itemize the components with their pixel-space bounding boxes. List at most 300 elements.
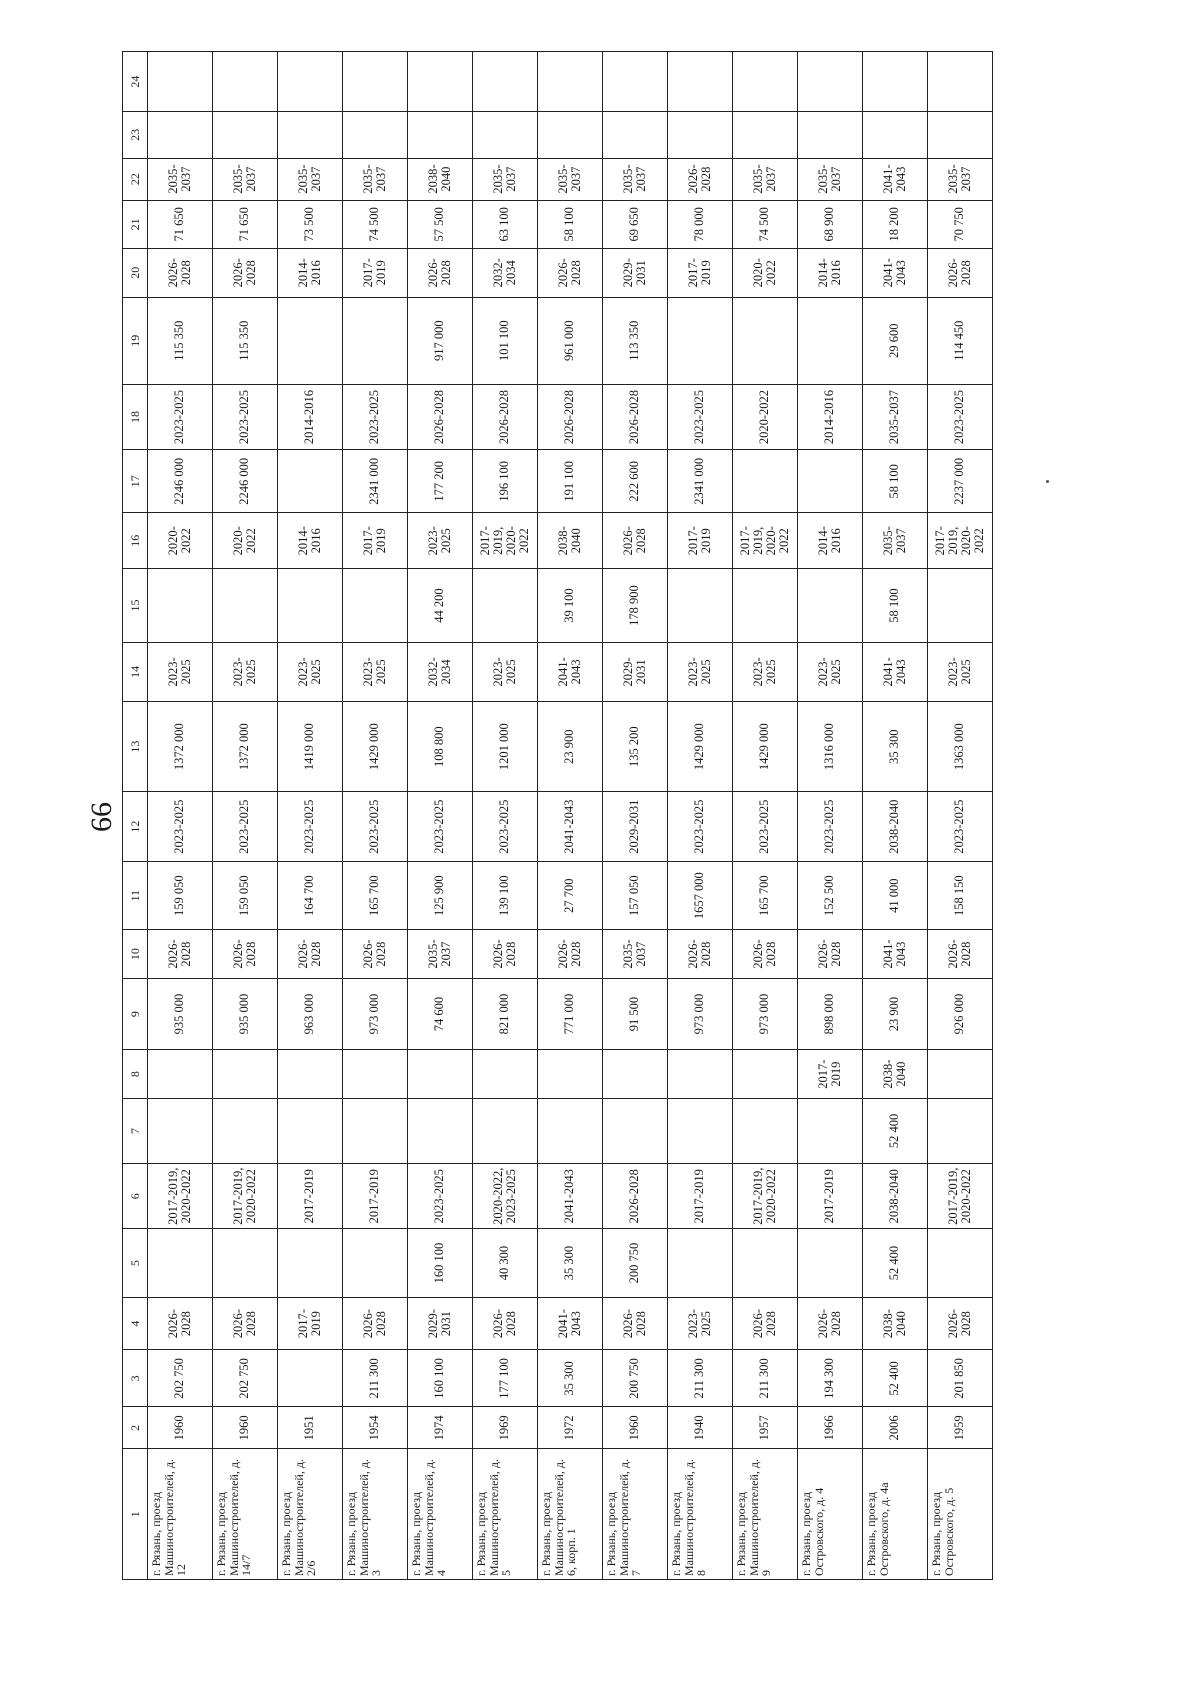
table-cell-col-2: 1969 bbox=[473, 1407, 538, 1449]
table-cell-col-21: 68 900 bbox=[798, 200, 863, 248]
table-cell-col-23 bbox=[213, 112, 278, 158]
table-cell-col-3 bbox=[278, 1350, 343, 1407]
table-cell-col-20: 2041-2043 bbox=[863, 249, 928, 297]
table-cell-col-11: 164 700 bbox=[278, 861, 343, 929]
address-cell: г. Рязань, проезд Машиностроителей, д. 7 bbox=[603, 1449, 668, 1580]
table-cell-col-20: 2020-2022 bbox=[733, 249, 798, 297]
table-cell-col-24 bbox=[538, 52, 603, 112]
table-body bbox=[148, 52, 993, 1580]
table-cell-col-24 bbox=[213, 52, 278, 112]
table-cell-col-21: 70 750 bbox=[928, 200, 993, 248]
table-cell-col-23 bbox=[668, 112, 733, 158]
table-cell-col-12: 2023-2025 bbox=[148, 792, 213, 862]
table-cell-col-6: 2026-2028 bbox=[603, 1164, 668, 1229]
address-cell: г. Рязань, проезд Островского, д. 4а bbox=[863, 1449, 928, 1580]
table-cell-col-7: 52 400 bbox=[863, 1098, 928, 1163]
table-cell-col-4: 2038-2040 bbox=[863, 1297, 928, 1350]
table-cell-col-6: 2038-2040 bbox=[863, 1164, 928, 1229]
table-cell-col-4: 2026-2028 bbox=[733, 1297, 798, 1350]
table-cell-col-3: 177 100 bbox=[473, 1350, 538, 1407]
address-cell: г. Рязань, проезд Островского, д. 5 bbox=[928, 1449, 993, 1580]
table-cell-col-4: 2023-2025 bbox=[668, 1297, 733, 1350]
table-cell-col-9: 935 000 bbox=[148, 978, 213, 1050]
table-cell-col-4: 2041-2043 bbox=[538, 1297, 603, 1350]
table-cell-col-21: 71 650 bbox=[213, 200, 278, 248]
table-cell-col-14: 2023-2025 bbox=[213, 642, 278, 701]
table-cell-col-5: 200 750 bbox=[603, 1229, 668, 1297]
address-cell: г. Рязань, проезд Машиностроителей, д. 3 bbox=[343, 1449, 408, 1580]
address-cell: г. Рязань, проезд Машиностроителей, д. 2/6 bbox=[278, 1449, 343, 1580]
table-cell-col-7 bbox=[278, 1098, 343, 1163]
table-cell-col-5 bbox=[343, 1229, 408, 1297]
table-cell-col-3: 35 300 bbox=[538, 1350, 603, 1407]
table-cell-col-17: 2237 000 bbox=[928, 450, 993, 513]
table-cell-col-3: 194 300 bbox=[798, 1350, 863, 1407]
column-header-18: 18 bbox=[123, 384, 148, 449]
table-cell-col-9: 973 000 bbox=[668, 978, 733, 1050]
table-cell-col-19: 101 100 bbox=[473, 297, 538, 384]
table-cell-col-22: 2035-2037 bbox=[733, 158, 798, 200]
table-cell-col-2: 1959 bbox=[928, 1407, 993, 1449]
table-row bbox=[213, 52, 278, 1580]
table-cell-col-20: 2017-2019 bbox=[668, 249, 733, 297]
column-header-16: 16 bbox=[123, 513, 148, 569]
table-cell-col-21: 74 500 bbox=[733, 200, 798, 248]
table-cell-col-7 bbox=[733, 1098, 798, 1163]
table-cell-col-10: 2026-2028 bbox=[278, 930, 343, 978]
table-cell-col-9: 74 600 bbox=[408, 978, 473, 1050]
table-cell-col-16: 2026-2028 bbox=[603, 513, 668, 569]
table-cell-col-8 bbox=[473, 1050, 538, 1098]
table-cell-col-19: 114 450 bbox=[928, 297, 993, 384]
column-header-23: 23 bbox=[123, 112, 148, 158]
table-cell-col-6: 2023-2025 bbox=[408, 1164, 473, 1229]
table-cell-col-22: 2035-2037 bbox=[148, 158, 213, 200]
address-cell: г. Рязань, проезд Машиностроителей, д. 14/7 bbox=[213, 1449, 278, 1580]
table-cell-col-18: 2035-2037 bbox=[863, 384, 928, 449]
table-cell-col-11: 159 050 bbox=[148, 861, 213, 929]
table-cell-col-2: 1960 bbox=[148, 1407, 213, 1449]
column-header-17: 17 bbox=[123, 450, 148, 513]
table-cell-col-13: 1429 000 bbox=[668, 701, 733, 792]
table-cell-col-6: 2020-2022, 2023-2025 bbox=[473, 1164, 538, 1229]
table-cell-col-2: 1972 bbox=[538, 1407, 603, 1449]
table-cell-col-3: 202 750 bbox=[148, 1350, 213, 1407]
table-cell-col-11: 165 700 bbox=[343, 861, 408, 929]
table-cell-col-16: 2017-2019, 2020-2022 bbox=[473, 513, 538, 569]
table-cell-col-22: 2035-2037 bbox=[928, 158, 993, 200]
table-cell-col-23 bbox=[603, 112, 668, 158]
column-header-19: 19 bbox=[123, 297, 148, 384]
column-header-21: 21 bbox=[123, 200, 148, 248]
table-cell-col-12: 2023-2025 bbox=[343, 792, 408, 862]
table-cell-col-4: 2026-2028 bbox=[343, 1297, 408, 1350]
table-cell-col-12: 2023-2025 bbox=[408, 792, 473, 862]
table-cell-col-6: 2017-2019, 2020-2022 bbox=[213, 1164, 278, 1229]
table-cell-col-10: 2026-2028 bbox=[733, 930, 798, 978]
table-cell-col-24 bbox=[798, 52, 863, 112]
table-cell-col-12: 2023-2025 bbox=[928, 792, 993, 862]
table-cell-col-8 bbox=[343, 1050, 408, 1098]
table-cell-col-16: 2017-2019 bbox=[668, 513, 733, 569]
table-cell-col-23 bbox=[343, 112, 408, 158]
table-cell-col-15 bbox=[798, 569, 863, 643]
table-cell-col-15 bbox=[733, 569, 798, 643]
table-cell-col-15 bbox=[213, 569, 278, 643]
table-cell-col-17: 196 100 bbox=[473, 450, 538, 513]
column-header-15: 15 bbox=[123, 569, 148, 643]
table-row bbox=[343, 52, 408, 1580]
table-cell-col-2: 1966 bbox=[798, 1407, 863, 1449]
table-cell-col-15 bbox=[343, 569, 408, 643]
column-header-22: 22 bbox=[123, 158, 148, 200]
page-number: 66 bbox=[85, 802, 118, 832]
table-cell-col-22: 2041-2043 bbox=[863, 158, 928, 200]
table-cell-col-8 bbox=[928, 1050, 993, 1098]
table-cell-col-3: 202 750 bbox=[213, 1350, 278, 1407]
table-cell-col-12: 2023-2025 bbox=[473, 792, 538, 862]
table-cell-col-5 bbox=[733, 1229, 798, 1297]
table-cell-col-22: 2038-2040 bbox=[408, 158, 473, 200]
table-cell-col-15 bbox=[278, 569, 343, 643]
table-cell-col-24 bbox=[343, 52, 408, 112]
table-cell-col-22: 2035-2037 bbox=[538, 158, 603, 200]
table-cell-col-10: 2026-2028 bbox=[343, 930, 408, 978]
table-cell-col-9: 23 900 bbox=[863, 978, 928, 1050]
table-cell-col-18: 2026-2028 bbox=[603, 384, 668, 449]
table-cell-col-4: 2026-2028 bbox=[473, 1297, 538, 1350]
table-cell-col-17 bbox=[278, 450, 343, 513]
table-cell-col-22: 2035-2037 bbox=[343, 158, 408, 200]
table-cell-col-7 bbox=[408, 1098, 473, 1163]
table-cell-col-23 bbox=[408, 112, 473, 158]
table-cell-col-18: 2020-2022 bbox=[733, 384, 798, 449]
column-header-6: 6 bbox=[123, 1164, 148, 1229]
table-cell-col-23 bbox=[733, 112, 798, 158]
table-cell-col-18: 2023-2025 bbox=[928, 384, 993, 449]
table-row bbox=[733, 52, 798, 1580]
table-cell-col-7 bbox=[343, 1098, 408, 1163]
table-cell-col-19: 917 000 bbox=[408, 297, 473, 384]
table-cell-col-17: 58 100 bbox=[863, 450, 928, 513]
table-row bbox=[928, 52, 993, 1580]
table-cell-col-17: 2341 000 bbox=[668, 450, 733, 513]
table-cell-col-6: 2041-2043 bbox=[538, 1164, 603, 1229]
address-cell: г. Рязань, проезд Машиностроителей, д. 12 bbox=[148, 1449, 213, 1580]
table-cell-col-8 bbox=[278, 1050, 343, 1098]
table-cell-col-11: 139 100 bbox=[473, 861, 538, 929]
table-cell-col-4: 2026-2028 bbox=[148, 1297, 213, 1350]
table-cell-col-14: 2041-2043 bbox=[863, 642, 928, 701]
table-cell-col-3: 211 300 bbox=[343, 1350, 408, 1407]
table-cell-col-9: 926 000 bbox=[928, 978, 993, 1050]
table-cell-col-18: 2026-2028 bbox=[473, 384, 538, 449]
table-cell-col-12: 2023-2025 bbox=[733, 792, 798, 862]
address-cell: г. Рязань, проезд Машиностроителей, д. 5 bbox=[473, 1449, 538, 1580]
table-cell-col-17 bbox=[733, 450, 798, 513]
table-cell-col-22: 2035-2037 bbox=[473, 158, 538, 200]
table-cell-col-9: 973 000 bbox=[343, 978, 408, 1050]
table-cell-col-13: 35 300 bbox=[863, 701, 928, 792]
table-cell-col-13: 1316 000 bbox=[798, 701, 863, 792]
table-cell-col-6: 2017-2019 bbox=[668, 1164, 733, 1229]
column-header-2: 2 bbox=[123, 1407, 148, 1449]
table-cell-col-10: 2026-2028 bbox=[538, 930, 603, 978]
table-cell-col-12: 2023-2025 bbox=[668, 792, 733, 862]
table-cell-col-24 bbox=[278, 52, 343, 112]
table-cell-col-18: 2026-2028 bbox=[408, 384, 473, 449]
table-cell-col-4: 2026-2028 bbox=[798, 1297, 863, 1350]
table-cell-col-5 bbox=[798, 1229, 863, 1297]
table-cell-col-2: 1957 bbox=[733, 1407, 798, 1449]
table-cell-col-20: 2026-2028 bbox=[408, 249, 473, 297]
table-cell-col-21: 78 000 bbox=[668, 200, 733, 248]
address-cell: г. Рязань, проезд Островского, д. 4 bbox=[798, 1449, 863, 1580]
column-header-11: 11 bbox=[123, 861, 148, 929]
table-cell-col-16: 2020-2022 bbox=[213, 513, 278, 569]
table-cell-col-19 bbox=[278, 297, 343, 384]
table-cell-col-20: 2026-2028 bbox=[928, 249, 993, 297]
table-cell-col-19: 29 600 bbox=[863, 297, 928, 384]
table-cell-col-17 bbox=[798, 450, 863, 513]
table-cell-col-12: 2023-2025 bbox=[278, 792, 343, 862]
table-cell-col-17: 2246 000 bbox=[213, 450, 278, 513]
table-cell-col-8 bbox=[733, 1050, 798, 1098]
table-cell-col-21: 73 500 bbox=[278, 200, 343, 248]
table-cell-col-14: 2023-2025 bbox=[928, 642, 993, 701]
table-cell-col-20: 2026-2028 bbox=[213, 249, 278, 297]
table-cell-col-10: 2035-2037 bbox=[603, 930, 668, 978]
table-cell-col-24 bbox=[473, 52, 538, 112]
table-cell-col-19: 115 350 bbox=[213, 297, 278, 384]
column-header-20: 20 bbox=[123, 249, 148, 297]
table-cell-col-7 bbox=[668, 1098, 733, 1163]
column-header-13: 13 bbox=[123, 701, 148, 792]
table-cell-col-11: 125 900 bbox=[408, 861, 473, 929]
table-cell-col-5 bbox=[668, 1229, 733, 1297]
column-header-14: 14 bbox=[123, 642, 148, 701]
table-cell-col-15 bbox=[148, 569, 213, 643]
table-cell-col-7 bbox=[148, 1098, 213, 1163]
table-cell-col-8: 2038-2040 bbox=[863, 1050, 928, 1098]
table-cell-col-21: 69 650 bbox=[603, 200, 668, 248]
table-cell-col-20: 2017-2019 bbox=[343, 249, 408, 297]
table-cell-col-24 bbox=[733, 52, 798, 112]
table-cell-col-14: 2023-2025 bbox=[798, 642, 863, 701]
table-cell-col-17: 222 600 bbox=[603, 450, 668, 513]
table-cell-col-23 bbox=[473, 112, 538, 158]
table-cell-col-9: 771 000 bbox=[538, 978, 603, 1050]
table-cell-col-13: 1372 000 bbox=[213, 701, 278, 792]
table-cell-col-19: 961 000 bbox=[538, 297, 603, 384]
table-cell-col-14: 2023-2025 bbox=[733, 642, 798, 701]
table-cell-col-15: 44 200 bbox=[408, 569, 473, 643]
column-header-4: 4 bbox=[123, 1297, 148, 1350]
table-cell-col-20: 2026-2028 bbox=[148, 249, 213, 297]
table-cell-col-5 bbox=[213, 1229, 278, 1297]
table-cell-col-22: 2035-2037 bbox=[798, 158, 863, 200]
table-cell-col-10: 2026-2028 bbox=[928, 930, 993, 978]
table-cell-col-5 bbox=[278, 1229, 343, 1297]
table-cell-col-17: 177 200 bbox=[408, 450, 473, 513]
table-cell-col-2: 1974 bbox=[408, 1407, 473, 1449]
table-cell-col-16: 2023-2025 bbox=[408, 513, 473, 569]
table-row bbox=[798, 52, 863, 1580]
table-cell-col-6: 2017-2019, 2020-2022 bbox=[733, 1164, 798, 1229]
table-cell-col-6: 2017-2019, 2020-2022 bbox=[148, 1164, 213, 1229]
table-cell-col-3: 160 100 bbox=[408, 1350, 473, 1407]
table-row bbox=[538, 52, 603, 1580]
table-cell-col-9: 935 000 bbox=[213, 978, 278, 1050]
table-cell-col-7 bbox=[213, 1098, 278, 1163]
table-cell-col-20: 2029-2031 bbox=[603, 249, 668, 297]
table-row bbox=[473, 52, 538, 1580]
table-row bbox=[278, 52, 343, 1580]
table-cell-col-14: 2023-2025 bbox=[343, 642, 408, 701]
table-cell-col-2: 1960 bbox=[213, 1407, 278, 1449]
rotated-table-container bbox=[122, 51, 1044, 1580]
table-cell-col-22: 2035-2037 bbox=[213, 158, 278, 200]
table-cell-col-11: 157 050 bbox=[603, 861, 668, 929]
table-cell-col-12: 2038-2040 bbox=[863, 792, 928, 862]
table-row bbox=[408, 52, 473, 1580]
table-cell-col-15 bbox=[668, 569, 733, 643]
table-cell-col-8: 2017-2019 bbox=[798, 1050, 863, 1098]
table-cell-col-15: 39 100 bbox=[538, 569, 603, 643]
table-cell-col-18: 2023-2025 bbox=[668, 384, 733, 449]
table-cell-col-23 bbox=[278, 112, 343, 158]
table-cell-col-19 bbox=[343, 297, 408, 384]
table-cell-col-9: 91 500 bbox=[603, 978, 668, 1050]
table-cell-col-3: 211 300 bbox=[733, 1350, 798, 1407]
table-cell-col-13: 23 900 bbox=[538, 701, 603, 792]
scan-speck bbox=[1046, 480, 1049, 483]
table-cell-col-19: 113 350 bbox=[603, 297, 668, 384]
table-cell-col-7 bbox=[798, 1098, 863, 1163]
table-cell-col-4: 2026-2028 bbox=[213, 1297, 278, 1350]
column-number-row bbox=[123, 52, 148, 1580]
table-cell-col-23 bbox=[928, 112, 993, 158]
table-cell-col-12: 2029-2031 bbox=[603, 792, 668, 862]
table-cell-col-17: 2246 000 bbox=[148, 450, 213, 513]
table-cell-col-3: 211 300 bbox=[668, 1350, 733, 1407]
table-cell-col-19 bbox=[733, 297, 798, 384]
table-cell-col-2: 1954 bbox=[343, 1407, 408, 1449]
table-cell-col-16: 2017-2019 bbox=[343, 513, 408, 569]
table-cell-col-22: 2026-2028 bbox=[668, 158, 733, 200]
column-header-5: 5 bbox=[123, 1229, 148, 1297]
table-cell-col-8 bbox=[668, 1050, 733, 1098]
table-cell-col-5: 40 300 bbox=[473, 1229, 538, 1297]
table-cell-col-17: 191 100 bbox=[538, 450, 603, 513]
housing-repair-schedule-table bbox=[122, 51, 993, 1580]
table-cell-col-2: 2006 bbox=[863, 1407, 928, 1449]
table-cell-col-21: 74 500 bbox=[343, 200, 408, 248]
table-cell-col-2: 1960 bbox=[603, 1407, 668, 1449]
table-cell-col-11: 41 000 bbox=[863, 861, 928, 929]
table-cell-col-14: 2023-2025 bbox=[668, 642, 733, 701]
table-cell-col-18: 2014-2016 bbox=[278, 384, 343, 449]
table-cell-col-24 bbox=[603, 52, 668, 112]
table-cell-col-22: 2035-2037 bbox=[278, 158, 343, 200]
table-cell-col-6: 2017-2019 bbox=[278, 1164, 343, 1229]
table-cell-col-18: 2023-2025 bbox=[343, 384, 408, 449]
table-cell-col-24 bbox=[863, 52, 928, 112]
table-cell-col-5 bbox=[148, 1229, 213, 1297]
table-cell-col-14: 2041-2043 bbox=[538, 642, 603, 701]
table-cell-col-11: 159 050 bbox=[213, 861, 278, 929]
table-cell-col-13: 1429 000 bbox=[733, 701, 798, 792]
table-row bbox=[863, 52, 928, 1580]
table-cell-col-14: 2023-2025 bbox=[473, 642, 538, 701]
table-cell-col-7 bbox=[538, 1098, 603, 1163]
table-cell-col-10: 2026-2028 bbox=[473, 930, 538, 978]
table-cell-col-14: 2032-2034 bbox=[408, 642, 473, 701]
table-cell-col-9: 898 000 bbox=[798, 978, 863, 1050]
table-cell-col-14: 2029-2031 bbox=[603, 642, 668, 701]
table-cell-col-10: 2026-2028 bbox=[668, 930, 733, 978]
table-cell-col-16: 2035-2037 bbox=[863, 513, 928, 569]
table-cell-col-16: 2038-2040 bbox=[538, 513, 603, 569]
table-cell-col-13: 1201 000 bbox=[473, 701, 538, 792]
table-cell-col-16: 2014-2016 bbox=[278, 513, 343, 569]
table-cell-col-4: 2029-2031 bbox=[408, 1297, 473, 1350]
table-cell-col-2: 1951 bbox=[278, 1407, 343, 1449]
table-cell-col-6: 2017-2019, 2020-2022 bbox=[928, 1164, 993, 1229]
table-cell-col-16: 2020-2022 bbox=[148, 513, 213, 569]
address-cell: г. Рязань, проезд Машиностроителей, д. 4 bbox=[408, 1449, 473, 1580]
table-cell-col-19: 115 350 bbox=[148, 297, 213, 384]
table-cell-col-20: 2014-2016 bbox=[278, 249, 343, 297]
table-cell-col-18: 2023-2025 bbox=[148, 384, 213, 449]
table-cell-col-13: 1419 000 bbox=[278, 701, 343, 792]
table-row bbox=[148, 52, 213, 1580]
table-cell-col-24 bbox=[668, 52, 733, 112]
table-cell-col-24 bbox=[408, 52, 473, 112]
table-cell-col-9: 821 000 bbox=[473, 978, 538, 1050]
table-cell-col-21: 18 200 bbox=[863, 200, 928, 248]
table-cell-col-19 bbox=[668, 297, 733, 384]
table-cell-col-16: 2017-2019, 2020-2022 bbox=[733, 513, 798, 569]
table-cell-col-5: 160 100 bbox=[408, 1229, 473, 1297]
column-header-8: 8 bbox=[123, 1050, 148, 1098]
column-header-7: 7 bbox=[123, 1098, 148, 1163]
table-cell-col-15: 58 100 bbox=[863, 569, 928, 643]
table-cell-col-23 bbox=[798, 112, 863, 158]
address-cell: г. Рязань, проезд Машиностроителей, д. 6, корп. 1 bbox=[538, 1449, 603, 1580]
table-cell-col-4: 2017-2019 bbox=[278, 1297, 343, 1350]
table-cell-col-8 bbox=[603, 1050, 668, 1098]
table-cell-col-10: 2035-2037 bbox=[408, 930, 473, 978]
table-cell-col-11: 1657 000 bbox=[668, 861, 733, 929]
table-cell-col-21: 57 500 bbox=[408, 200, 473, 248]
table-cell-col-20: 2014-2016 bbox=[798, 249, 863, 297]
address-cell: г. Рязань, проезд Машиностроителей, д. 8 bbox=[668, 1449, 733, 1580]
table-cell-col-4: 2026-2028 bbox=[928, 1297, 993, 1350]
table-cell-col-18: 2023-2025 bbox=[213, 384, 278, 449]
table-cell-col-22: 2035-2037 bbox=[603, 158, 668, 200]
column-header-3: 3 bbox=[123, 1350, 148, 1407]
table-cell-col-11: 158 150 bbox=[928, 861, 993, 929]
table-cell-col-13: 1363 000 bbox=[928, 701, 993, 792]
table-cell-col-23 bbox=[863, 112, 928, 158]
table-cell-col-20: 2026-2028 bbox=[538, 249, 603, 297]
table-cell-col-18: 2014-2016 bbox=[798, 384, 863, 449]
table-cell-col-11: 165 700 bbox=[733, 861, 798, 929]
table-cell-col-13: 1372 000 bbox=[148, 701, 213, 792]
table-cell-col-3: 201 850 bbox=[928, 1350, 993, 1407]
table-cell-col-9: 963 000 bbox=[278, 978, 343, 1050]
